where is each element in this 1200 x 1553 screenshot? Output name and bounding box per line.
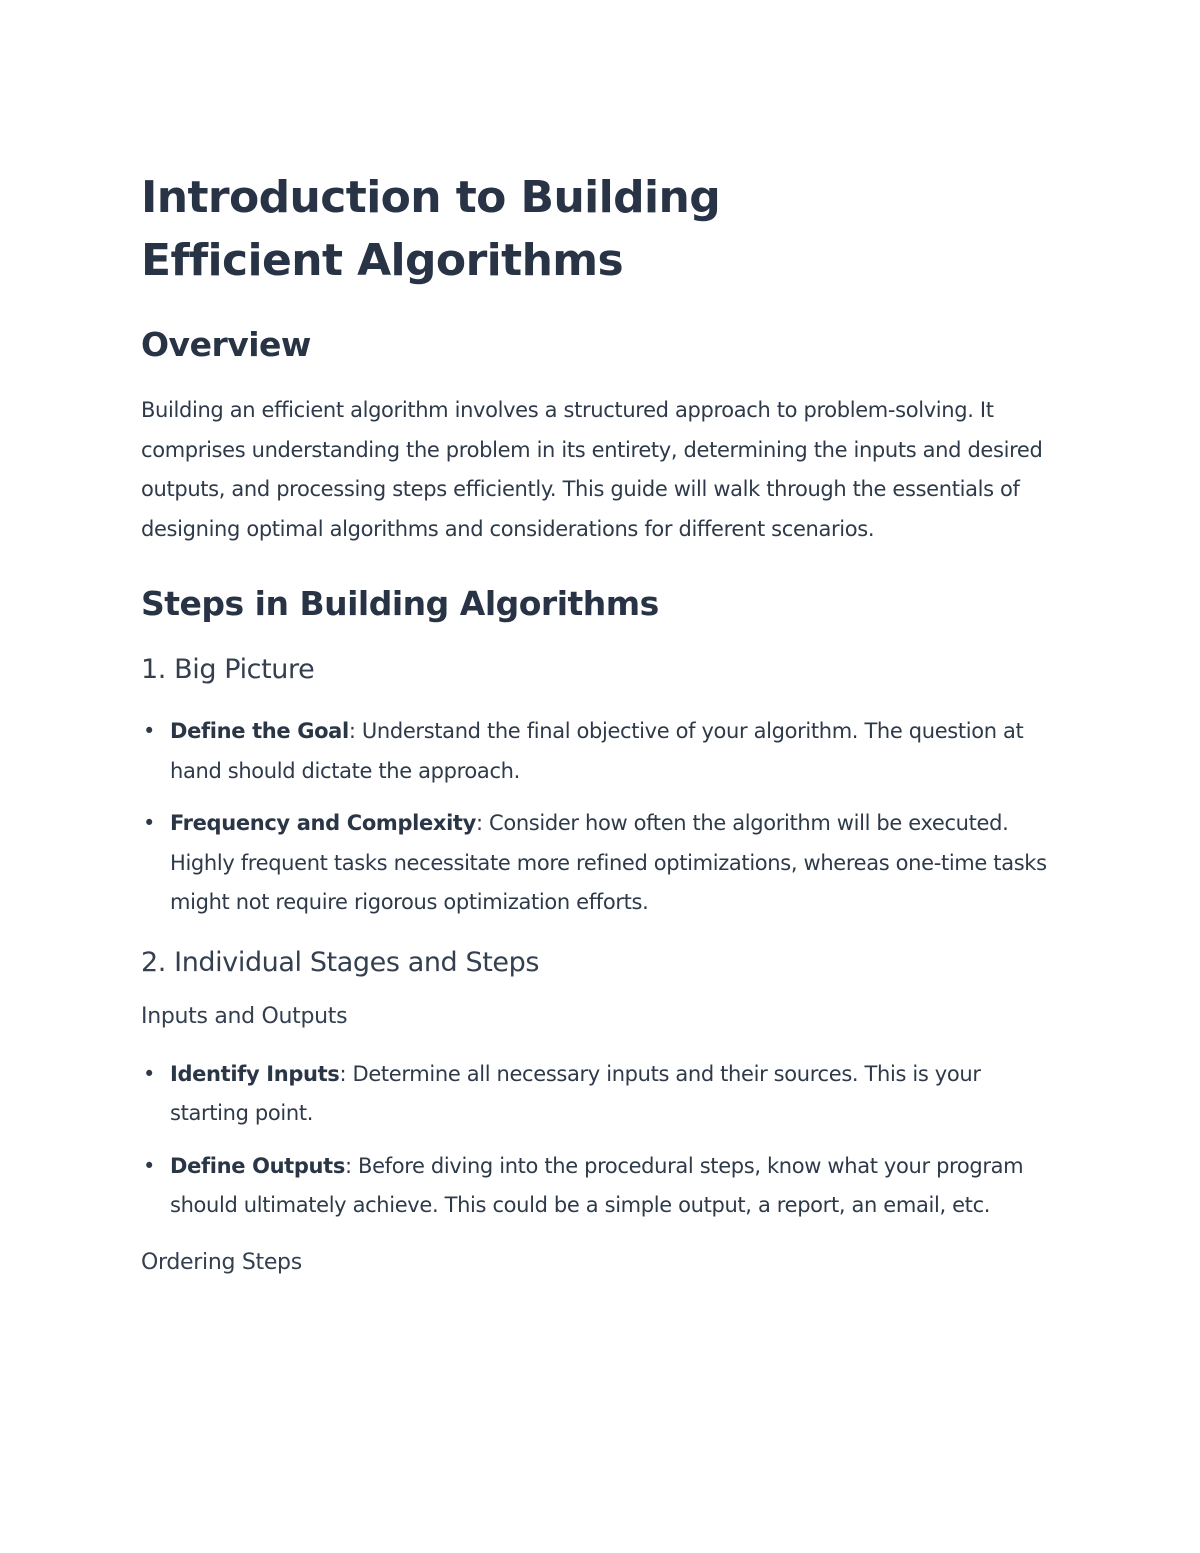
bullet-marker: • bbox=[143, 1153, 156, 1178]
overview-paragraph: Building an efficient algorithm involves a structured approach to problem-solving. It comprises understanding the problem in its entirety, determining the inputs and desired outputs, and processing steps efficiently. This guide will walk through the essentials of designing optimal algorithms and considerations for different scenarios. bbox=[141, 398, 1043, 541]
list-item-term: Identify Inputs bbox=[170, 1061, 340, 1086]
list-item-term: Define Outputs bbox=[170, 1153, 345, 1178]
list-item-text: : Before diving into the procedural steps, know what your program should ultimately achieve. This could be a simple output, a report, an email, etc. bbox=[170, 1153, 1024, 1217]
list-item-identify-inputs bbox=[141, 1055, 1065, 1134]
big-picture-list bbox=[141, 712, 1071, 923]
steps-heading: Steps in Building Algorithms bbox=[141, 584, 659, 623]
overview-heading: Overview bbox=[141, 325, 311, 364]
list-item-define-outputs bbox=[141, 1147, 1065, 1226]
stages-heading: 2. Individual Stages and Steps bbox=[141, 946, 540, 978]
list-item-text: : Consider how often the algorithm will be executed. Highly frequent tasks necessitate more refined optimizations, whereas one-time tasks might not require rigorous optimization efforts. bbox=[170, 811, 1047, 914]
bullet-marker: • bbox=[143, 1061, 156, 1086]
inputs-outputs-list bbox=[141, 1055, 1071, 1226]
bullet-marker: • bbox=[143, 719, 156, 743]
list-item-frequency-complexity bbox=[141, 804, 1065, 923]
list-item-term: Frequency and Complexity bbox=[170, 811, 476, 835]
document-page bbox=[141, 166, 1071, 1278]
big-picture-heading: 1. Big Picture bbox=[141, 654, 315, 685]
list-item-text: : Understand the final objective of your algorithm. The question at hand should dictate the approach. bbox=[170, 719, 1024, 783]
list-item-term: Define the Goal bbox=[170, 719, 349, 743]
inputs-outputs-heading: Inputs and Outputs bbox=[141, 1003, 348, 1029]
bullet-marker: • bbox=[143, 811, 156, 835]
document-title: Introduction to Building Efficient Algorithms bbox=[141, 172, 721, 286]
list-item-define-goal bbox=[141, 712, 1065, 791]
list-item-text: : Determine all necessary inputs and their sources. This is your starting point. bbox=[170, 1061, 981, 1125]
ordering-steps-heading: Ordering Steps bbox=[141, 1249, 302, 1275]
